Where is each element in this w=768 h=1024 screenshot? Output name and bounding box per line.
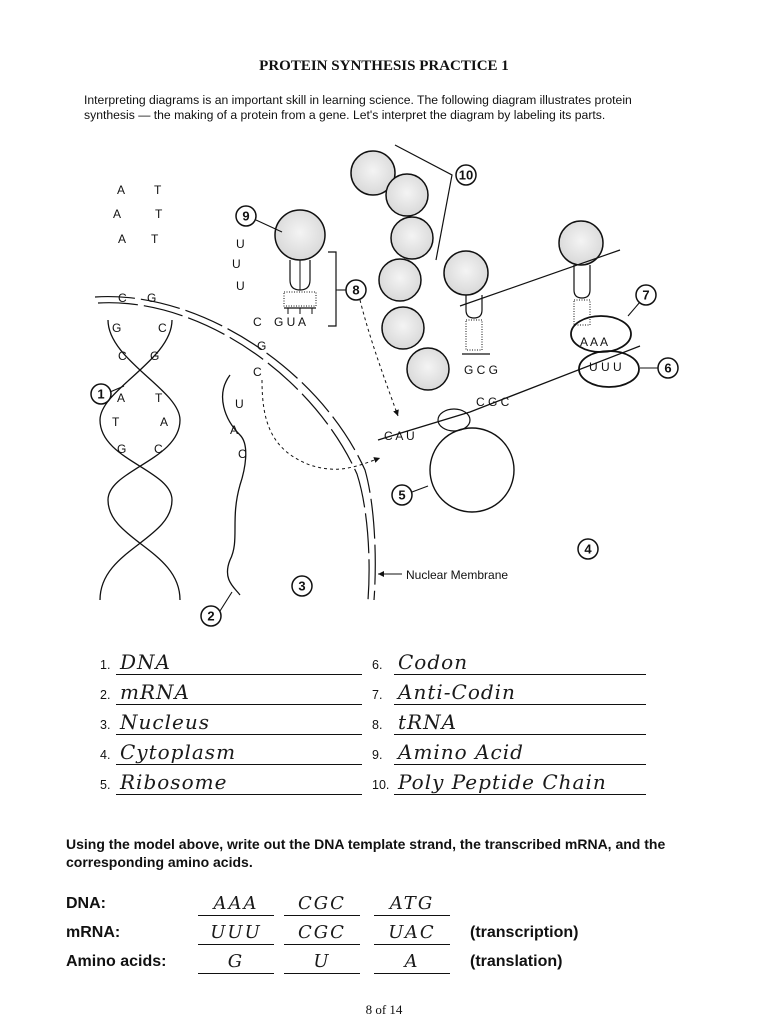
answer-number: 3. <box>100 718 111 732</box>
mrna-base: U <box>232 257 241 271</box>
dna-left-base: G <box>117 442 127 456</box>
page-number: 8 of 14 <box>365 1002 403 1017</box>
mrna-base: C <box>253 315 262 329</box>
answer-number: 5. <box>100 778 111 792</box>
handwritten-answer: Nucleus <box>120 710 210 734</box>
free-trna <box>274 210 325 329</box>
callout-5 <box>392 485 412 505</box>
dna-left-base: C <box>118 291 127 305</box>
handwritten-answer: Cytoplasm <box>120 740 237 764</box>
dna-right-base: C <box>158 321 167 335</box>
dna-label: DNA: <box>66 895 106 912</box>
answer-line <box>116 682 362 705</box>
protein-synthesis-diagram <box>0 140 768 640</box>
callout-number: 6 <box>664 360 672 376</box>
free-trna-anticodon: G U A <box>274 315 307 329</box>
callout-3 <box>292 576 312 596</box>
amino-label: Amino acids: <box>66 953 167 970</box>
dna-right-base: T <box>155 207 163 221</box>
callout-10 <box>456 165 476 185</box>
nuclear-membrane-label: Nuclear Membrane <box>406 568 509 582</box>
mrna-base: C <box>238 447 247 461</box>
mrna-codon-3: UAC <box>374 922 450 945</box>
callout-number: 5 <box>398 487 406 503</box>
callout-number: 9 <box>242 208 250 224</box>
dna-right-base: T <box>155 391 163 405</box>
mrna-codon-2: CGC <box>284 922 360 945</box>
handwritten-answer: Poly Peptide Chain <box>398 770 607 794</box>
dna-left-base: A <box>113 207 122 221</box>
dna-right-base: T <box>154 183 162 197</box>
dna-left-base: T <box>112 415 120 429</box>
instruction-text: Using the model above, write out the DNA template strand, the transcribed mRNA, and the corresponding amino acids. <box>66 836 666 870</box>
handwritten-answer: DNA <box>120 650 171 674</box>
answer-number: 7. <box>372 688 383 702</box>
handwritten-answer: Amino Acid <box>398 740 524 764</box>
answer-line <box>394 712 646 735</box>
dna-double-helix <box>100 320 180 600</box>
dna-codon-3: ATG <box>374 893 450 916</box>
mrna-export-path <box>262 380 380 469</box>
mrna-base: G <box>257 339 267 353</box>
left-codon: C A U <box>384 429 415 443</box>
middle-codon: C G C <box>476 395 510 409</box>
handwritten-answer: Codon <box>398 650 469 674</box>
answer-line <box>116 742 362 765</box>
answer-line <box>394 652 646 675</box>
answer-line <box>116 712 362 735</box>
ribosome <box>430 428 514 512</box>
answer-number: 8. <box>372 718 383 732</box>
dna-left-base: C <box>118 349 127 363</box>
answer-number: 9. <box>372 748 383 762</box>
dna-right-base: T <box>151 232 159 246</box>
translation-note: (translation) <box>470 953 563 970</box>
mrna-base: U <box>236 279 245 293</box>
callout-number: 4 <box>584 541 592 557</box>
mrna-label: mRNA: <box>66 924 121 941</box>
middle-trna-anticodon: G C G <box>464 363 499 377</box>
callout-7 <box>636 285 656 305</box>
callout-9 <box>236 206 256 226</box>
dna-right-base: C <box>154 442 163 456</box>
dna-right-base: G <box>147 291 157 305</box>
callout-number: 1 <box>97 386 105 402</box>
handwritten-answer: Anti-Codin <box>398 680 516 704</box>
callout-number: 8 <box>352 282 360 298</box>
mrna-base: U <box>236 237 245 251</box>
nuclear-membrane <box>95 297 375 600</box>
answer-number: 10. <box>372 778 390 792</box>
amino-acid-3: A <box>374 951 450 974</box>
callout-1 <box>91 384 111 404</box>
mrna-codon-1: UUU <box>198 922 274 945</box>
dna-left-base: A <box>117 391 126 405</box>
dna-right-strand-bases <box>147 183 168 456</box>
mrna-base: U <box>235 397 244 411</box>
dna-right-base: G <box>150 349 160 363</box>
mrna-base: C <box>253 365 262 379</box>
intro-paragraph: Interpreting diagrams is an important skill in learning science. The following diagram illustrates protein synthesis — the making of a protein from a gene. Let's interpret the diagram by labeling its parts. <box>84 93 632 122</box>
callout-leader <box>412 486 428 492</box>
amino-acid-2: U <box>284 951 360 974</box>
answer-number: 6. <box>372 658 383 672</box>
answer-line <box>116 652 362 675</box>
callout-number: 10 <box>458 167 474 183</box>
callout-8 <box>346 280 366 300</box>
callout-number: 2 <box>207 608 215 624</box>
ribosome-trna-middle <box>462 295 498 377</box>
answer-number: 4. <box>100 748 111 762</box>
dna-right-base: A <box>160 415 169 429</box>
callout-leader <box>628 302 640 316</box>
trna-bracket <box>328 252 336 326</box>
right-codon: U U U <box>589 360 622 374</box>
callout-6 <box>658 358 678 378</box>
answer-line <box>394 682 646 705</box>
callout-leader <box>220 592 232 611</box>
callout-number: 7 <box>642 287 650 303</box>
answer-number: 1. <box>100 658 111 672</box>
callout-4 <box>578 539 598 559</box>
callout-2 <box>201 606 221 626</box>
dna-codon-2: CGC <box>284 893 360 916</box>
handwritten-answer: mRNA <box>120 680 190 704</box>
answer-number: 2. <box>100 688 111 702</box>
answer-line <box>116 772 362 795</box>
right-trna-anticodon: A A A <box>580 335 609 349</box>
answer-line <box>394 742 646 765</box>
transcription-note: (transcription) <box>470 924 579 941</box>
dna-left-base: A <box>117 183 126 197</box>
amino-acid-1: G <box>198 951 274 974</box>
answer-line <box>394 772 646 795</box>
callout-number: 3 <box>298 578 306 594</box>
dna-left-strand-bases <box>112 183 127 456</box>
dna-left-base: G <box>112 321 122 335</box>
dna-codon-1: AAA <box>198 893 274 916</box>
handwritten-answer: Ribosome <box>120 770 228 794</box>
worksheet-title: PROTEIN SYNTHESIS PRACTICE 1 <box>259 58 509 74</box>
handwritten-answer: tRNA <box>398 710 458 734</box>
mrna-base: A <box>230 423 239 437</box>
dna-left-base: A <box>118 232 127 246</box>
